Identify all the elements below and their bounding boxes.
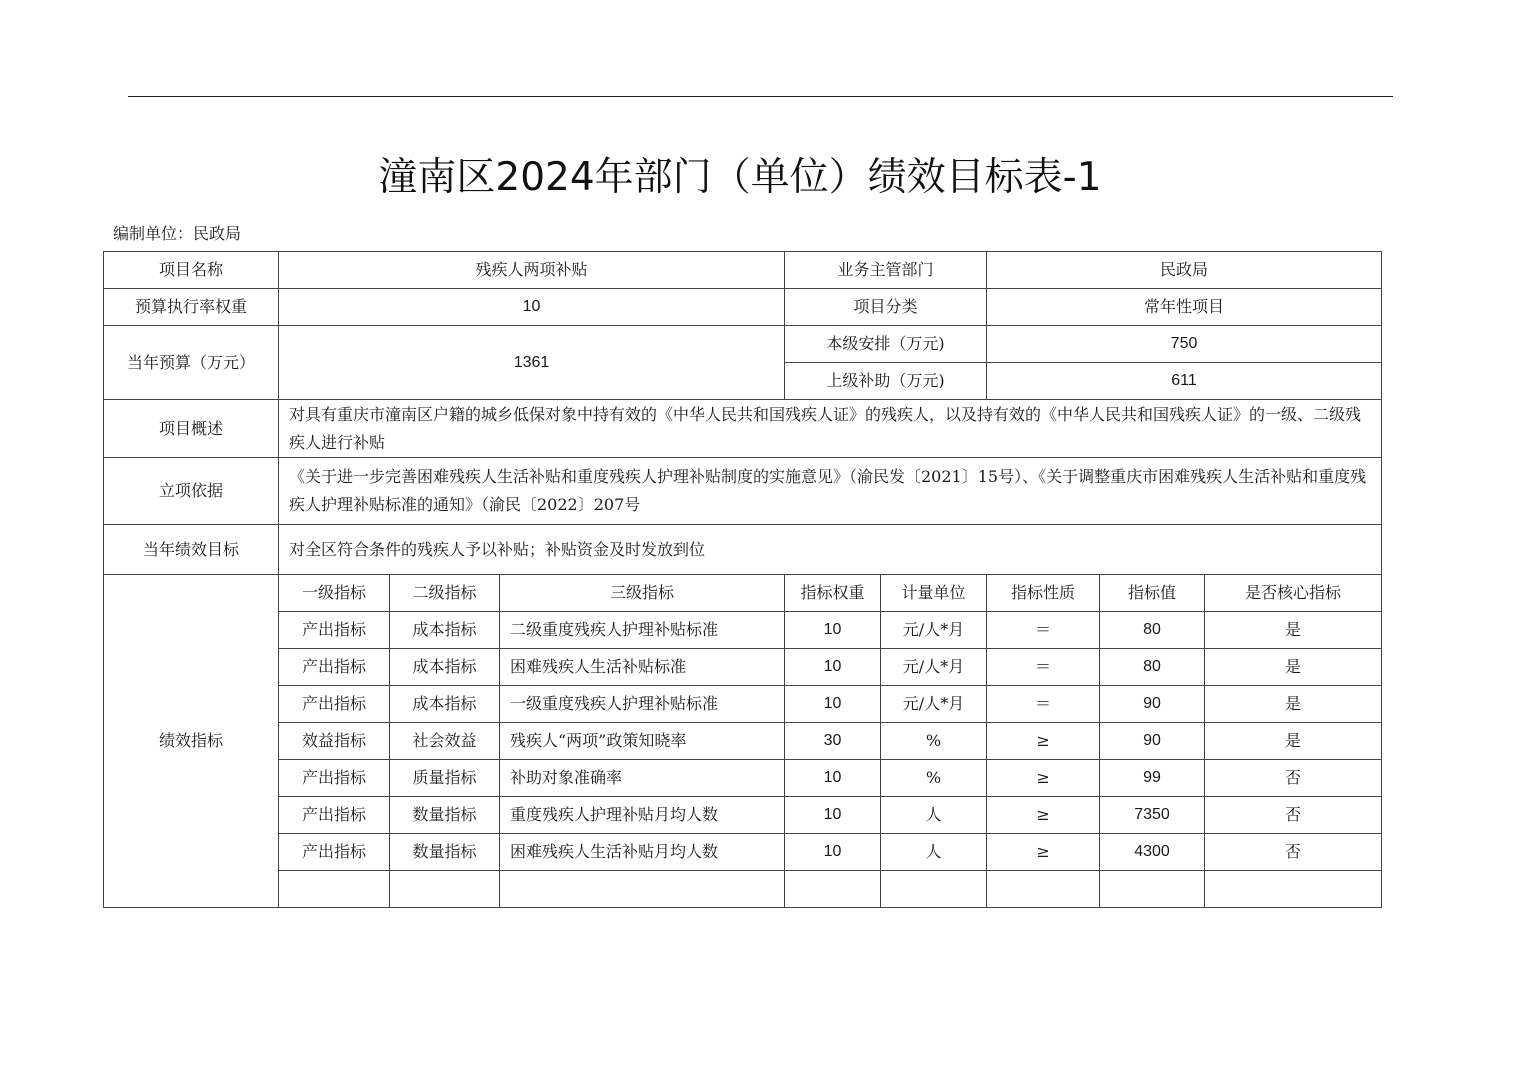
- indicator-header-cell: 二级指标: [390, 575, 500, 612]
- budget-label: 当年预算（万元）: [104, 326, 279, 400]
- indicator-row: [104, 612, 1382, 649]
- local-budget-value: 750: [987, 326, 1382, 363]
- indicator-cell: 效益指标: [279, 723, 390, 760]
- indicator-cell: ≥: [987, 797, 1100, 834]
- indicator-cell: 数量指标: [390, 834, 500, 871]
- indicator-cell: [500, 871, 785, 908]
- indicator-cell: 残疾人“两项”政策知晓率: [500, 723, 785, 760]
- category-value: 常年性项目: [987, 289, 1382, 326]
- indicator-cell: 10: [785, 797, 881, 834]
- indicator-row: [104, 797, 1382, 834]
- row-project-name: [104, 252, 1382, 289]
- document-title: 潼南区2024年部门（单位）绩效目标表-1: [378, 155, 1102, 200]
- indicator-cell: ≥: [987, 723, 1100, 760]
- indicator-cell: 产出指标: [279, 797, 390, 834]
- goal-label: 当年绩效目标: [104, 525, 279, 575]
- indicator-cell: 困难残疾人生活补贴月均人数: [500, 834, 785, 871]
- indicator-cell: 元/人*月: [881, 612, 987, 649]
- indicator-cell: 人: [881, 834, 987, 871]
- indicator-cell: 10: [785, 834, 881, 871]
- indicator-cell: [785, 871, 881, 908]
- row-goal: [104, 525, 1382, 575]
- indicator-cell: 人: [881, 797, 987, 834]
- row-overview: [104, 400, 1382, 458]
- indicator-cell: 产出指标: [279, 612, 390, 649]
- indicator-row: [104, 834, 1382, 871]
- budget-value: 1361: [279, 326, 785, 400]
- indicator-cell: 99: [1100, 760, 1205, 797]
- indicator-cell: 90: [1100, 723, 1205, 760]
- indicator-cell: 成本指标: [390, 649, 500, 686]
- indicator-cell: 是: [1205, 612, 1382, 649]
- indicator-cell: ≥: [987, 834, 1100, 871]
- indicator-cell: ≥: [987, 760, 1100, 797]
- indicator-header-cell: 是否核心指标: [1205, 575, 1382, 612]
- indicator-cell: 二级重度残疾人护理补贴标准: [500, 612, 785, 649]
- indicator-cell: [1100, 871, 1205, 908]
- basis-label: 立项依据: [104, 458, 279, 525]
- indicator-cell: 产出指标: [279, 686, 390, 723]
- indicator-cell: 90: [1100, 686, 1205, 723]
- indicator-row: [104, 871, 1382, 908]
- unit-name: 民政局: [193, 224, 242, 243]
- indicator-cell: 成本指标: [390, 686, 500, 723]
- indicator-cell: [881, 871, 987, 908]
- upper-subsidy-value: 611: [987, 363, 1382, 400]
- indicator-row: [104, 649, 1382, 686]
- overview-label: 项目概述: [104, 400, 279, 458]
- indicator-cell: 7350: [1100, 797, 1205, 834]
- category-label: 项目分类: [785, 289, 987, 326]
- unit-label: 编制单位：: [113, 224, 194, 243]
- indicator-header-cell: 一级指标: [279, 575, 390, 612]
- indicator-cell: 是: [1205, 723, 1382, 760]
- project-name-label: 项目名称: [104, 252, 279, 289]
- indicator-section-label: 绩效指标: [104, 575, 279, 908]
- indicator-cell: 10: [785, 760, 881, 797]
- indicator-cell: ＝: [987, 649, 1100, 686]
- indicator-cell: [279, 871, 390, 908]
- indicator-cell: [390, 871, 500, 908]
- indicator-cell: 社会效益: [390, 723, 500, 760]
- indicator-cell: 80: [1100, 612, 1205, 649]
- indicator-cell: 元/人*月: [881, 649, 987, 686]
- row-basis: [104, 458, 1382, 525]
- indicator-cell: [1205, 871, 1382, 908]
- indicator-header-cell: 指标权重: [785, 575, 881, 612]
- indicator-cell: 是: [1205, 686, 1382, 723]
- performance-target-table: [103, 251, 1382, 908]
- dept-value: 民政局: [987, 252, 1382, 289]
- indicator-cell: 4300: [1100, 834, 1205, 871]
- dept-label: 业务主管部门: [785, 252, 987, 289]
- indicator-cell: %: [881, 723, 987, 760]
- compiling-unit: [113, 221, 241, 244]
- indicator-header-row: [104, 575, 1382, 612]
- indicator-header-cell: 三级指标: [500, 575, 785, 612]
- indicator-header-cell: 指标值: [1100, 575, 1205, 612]
- indicator-cell: 产出指标: [279, 760, 390, 797]
- indicator-row: [104, 723, 1382, 760]
- overview-text: 对具有重庆市潼南区户籍的城乡低保对象中持有效的《中华人民共和国残疾人证》的残疾人，以及持有效的《中华人民共和国残疾人证》的一级、二级残疾人进行补贴: [279, 400, 1382, 458]
- goal-text: 对全区符合条件的残疾人予以补贴；补贴资金及时发放到位: [279, 525, 1382, 575]
- indicator-header-cell: 指标性质: [987, 575, 1100, 612]
- exec-weight-value: 10: [279, 289, 785, 326]
- indicator-row: [104, 760, 1382, 797]
- exec-weight-label: 预算执行率权重: [104, 289, 279, 326]
- indicator-cell: 80: [1100, 649, 1205, 686]
- indicator-cell: %: [881, 760, 987, 797]
- upper-subsidy-label: 上级补助（万元): [785, 363, 987, 400]
- row-exec-weight: [104, 289, 1382, 326]
- local-budget-label: 本级安排（万元): [785, 326, 987, 363]
- basis-text: 《关于进一步完善困难残疾人生活补贴和重度残疾人护理补贴制度的实施意见》（渝民发〔2021〕15号）、《关于调整重庆市困难残疾人生活补贴和重度残疾人护理补贴标准的通知》（渝民〔2022〕207号: [279, 458, 1382, 525]
- indicator-cell: [987, 871, 1100, 908]
- indicator-cell: 产出指标: [279, 649, 390, 686]
- indicator-cell: 否: [1205, 797, 1382, 834]
- indicator-cell: 否: [1205, 834, 1382, 871]
- indicator-cell: 10: [785, 649, 881, 686]
- header-rule: [128, 96, 1393, 97]
- indicator-cell: 一级重度残疾人护理补贴标准: [500, 686, 785, 723]
- indicator-cell: 30: [785, 723, 881, 760]
- indicator-cell: 否: [1205, 760, 1382, 797]
- indicator-cell: ＝: [987, 686, 1100, 723]
- indicator-cell: 元/人*月: [881, 686, 987, 723]
- indicator-cell: 产出指标: [279, 834, 390, 871]
- indicator-cell: ＝: [987, 612, 1100, 649]
- indicator-cell: 10: [785, 686, 881, 723]
- indicator-cell: 重度残疾人护理补贴月均人数: [500, 797, 785, 834]
- indicator-cell: 质量指标: [390, 760, 500, 797]
- indicator-cell: 数量指标: [390, 797, 500, 834]
- indicator-cell: 补助对象准确率: [500, 760, 785, 797]
- indicator-cell: 10: [785, 612, 881, 649]
- indicator-cell: 困难残疾人生活补贴标准: [500, 649, 785, 686]
- indicator-cell: 是: [1205, 649, 1382, 686]
- indicator-row: [104, 686, 1382, 723]
- indicator-header-cell: 计量单位: [881, 575, 987, 612]
- row-budget-local: [104, 326, 1382, 363]
- indicator-cell: 成本指标: [390, 612, 500, 649]
- project-name-value: 残疾人两项补贴: [279, 252, 785, 289]
